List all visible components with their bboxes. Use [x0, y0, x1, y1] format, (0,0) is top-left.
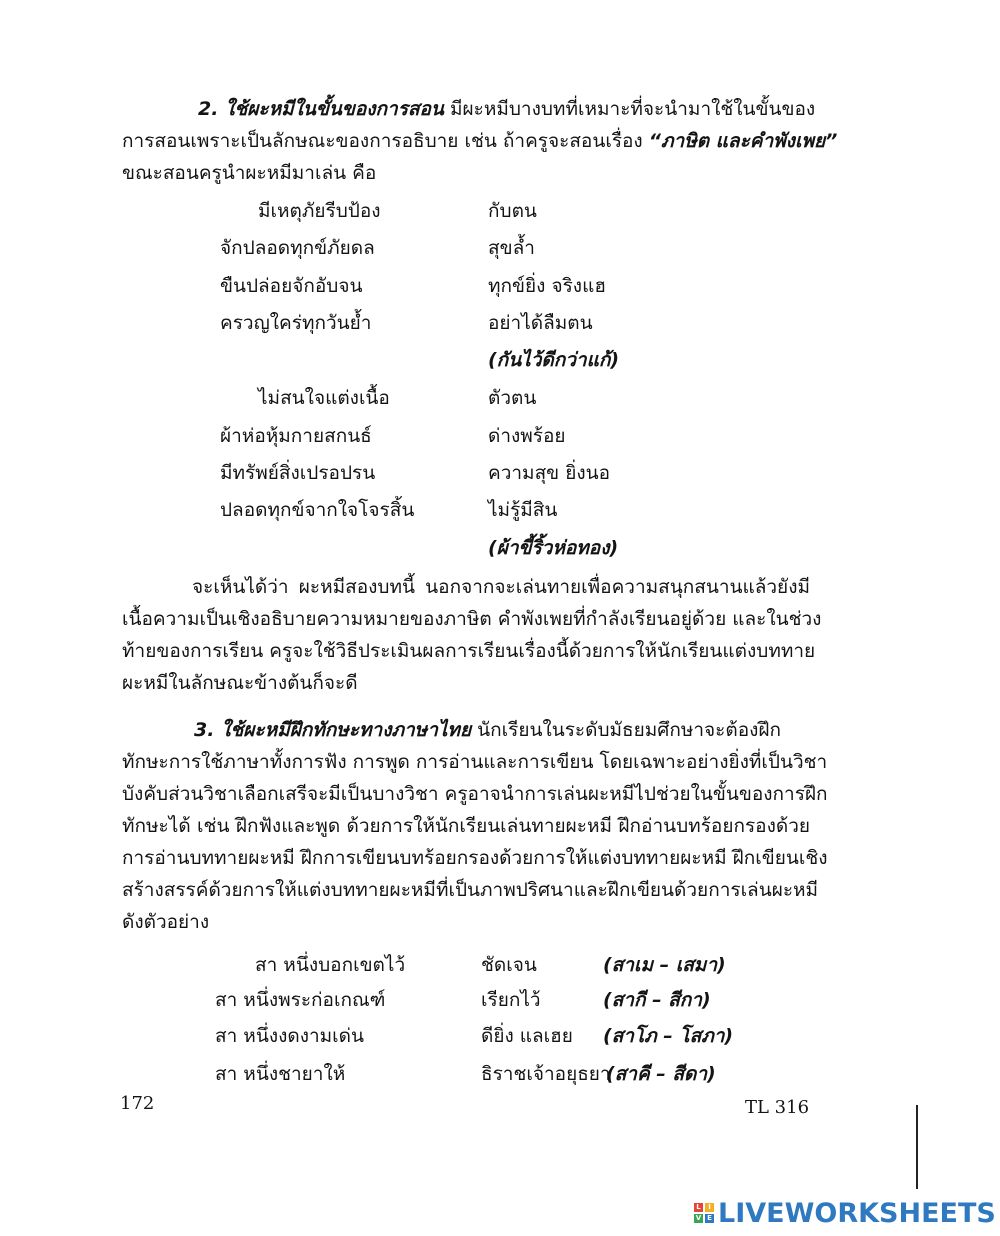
margin-line	[916, 1105, 918, 1189]
section-3-line-4: ทักษะได้ เช่น ฝึกฟังและพูด ด้วยการให้นักเรียนเล่นทายผะหมี ฝึกอ่านบทร้อยกรองด้วย	[122, 815, 810, 837]
section-3-line-6: สร้างสรรค์ด้วยการให้แต่งบททายผะหมีที่เป็นภาพปริศนาและฝึกเขียนด้วยการเล่นผะหมี	[122, 879, 819, 901]
section-3-line-7: ดังตัวอย่าง	[122, 911, 210, 933]
section-2-heading: 2. ใช้ผะหมีในขั้นของการสอน	[198, 98, 444, 120]
logo-tile: V	[695, 1214, 702, 1222]
poem3-left-1: สา หนึ่งบอกเขตไว้	[255, 954, 406, 976]
explanation-line-2: เนื้อความเป็นเชิงอธิบายความหมายของภาษิต คำพังเพยที่กำลังเรียนอยู่ด้วย และในช่วง	[122, 608, 822, 630]
section-2	[122, 93, 838, 189]
poem1-left-3: ขืนปล่อยจักอับจน	[220, 275, 363, 297]
logo-tile: L	[694, 1203, 703, 1212]
poem3-answer-3: (สาโภ – โสภา)	[603, 1025, 734, 1047]
poem3-mid-1: ชัดเจน	[481, 954, 537, 976]
liveworksheets-logo	[694, 1196, 996, 1230]
logo-tile: I	[705, 1203, 714, 1212]
course-code: TL 316	[745, 1097, 810, 1118]
explanation-line-3: ท้ายของการเรียน ครูจะใช้วิธีประเมินผลการเรียนเรื่องนี้ด้วยการให้นักเรียนแต่งบททาย	[122, 640, 816, 662]
section-3	[122, 714, 828, 938]
section-3-line-5: การอ่านบททายผะหมี ฝึกการเขียนบทร้อยกรองด้วยการให้แต่งบททายผะหมี ฝึกเขียนเชิง	[122, 847, 828, 869]
poem1-right-1: กับตน	[488, 200, 537, 222]
page-number: 172	[120, 1093, 155, 1114]
section-3-heading: 3. ใช้ผะหมีฝึกทักษะทางภาษาไทย	[194, 719, 472, 741]
explanation-line-1: จะเห็นได้ว่า ผะหมีสองบทนี้ นอกจากจะเล่นทายเพื่อความสนุกสนานแล้วยังมี	[192, 576, 810, 598]
poem1-right-4: อย่าได้ลืมตน	[488, 312, 593, 334]
section-2-line2-emph: “ภาษิต และคำพังเพย”	[648, 130, 838, 152]
logo-wordmark: LIVEWORKSHEETS	[718, 1197, 996, 1229]
section-2-line3: ขณะสอนครูนำผะหมีมาเล่น คือ	[122, 162, 377, 184]
logo-tile: E	[705, 1214, 714, 1223]
poem1-left-2: จักปลอดทุกข์ภัยดล	[220, 237, 375, 259]
poem2-left-2: ผ้าห่อหุ้มกายสกนธ์	[220, 425, 372, 447]
poem3-mid-2: เรียกไว้	[481, 989, 541, 1011]
poem2-right-2: ด่างพร้อย	[488, 425, 566, 447]
poem2-left-4: ปลอดทุกข์จากใจโจรสิ้น	[220, 499, 415, 521]
section-3-line1-rest: นักเรียนในระดับมัธยมศึกษาจะต้องฝึก	[477, 719, 782, 741]
poem1-right-2: สุขล้ำ	[488, 237, 535, 259]
poem3-answer-1: (สาเม – เสมา)	[603, 954, 726, 976]
poem2-answer: (ผ้าขี้ริ้วห่อทอง)	[488, 537, 619, 559]
poem2-right-4: ไม่รู้มีสิน	[488, 499, 558, 521]
poem3-left-2: สา หนึ่งพระก่อเกณฑ์	[215, 989, 386, 1011]
section-2-line2-text: การสอนเพราะเป็นลักษณะของการอธิบาย เช่น ถ้าครูจะสอนเรื่อง	[122, 130, 643, 152]
section-3-line-3: บังคับส่วนวิชาเลือกเสรีจะมีเป็นบางวิชา ครูอาจนำการเล่นผะหมีไปช่วยในขั้นของการฝึก	[122, 783, 828, 805]
poem3-left-3: สา หนึ่งงดงามเด่น	[215, 1025, 365, 1047]
logo-icon	[694, 1203, 714, 1223]
poem3-answer-2: (สากี – สีกา)	[603, 989, 711, 1011]
poem1-answer: (กันไว้ดีกว่าแก้)	[488, 349, 620, 371]
poem1-left-1: มีเหตุภัยรีบป้อง	[258, 200, 381, 222]
poem1-left-4: ครวญใคร่ทุกวันย้ำ	[220, 312, 372, 334]
poem3-mid-3: ดียิ่ง แลเฮย	[481, 1025, 573, 1047]
section-2-line1-rest: มีผะหมีบางบทที่เหมาะที่จะนำมาใช้ในขั้นของ	[449, 98, 816, 120]
poem3-mid-4: ธิราชเจ้าอยุธยา	[481, 1063, 611, 1085]
poem1-right-3: ทุกข์ยิ่ง จริงแฮ	[488, 275, 606, 297]
poem2-left-1: ไม่สนใจแต่งเนื้อ	[258, 387, 390, 409]
explanation-line-4: ผะหมีในลักษณะข้างต้นก็จะดี	[122, 672, 358, 694]
section-3-line-2: ทักษะการใช้ภาษาทั้งการฟัง การพูด การอ่านและการเขียน โดยเฉพาะอย่างยิ่งที่เป็นวิชา	[122, 751, 828, 773]
poem3-answer-4: (สาคี – สีดา)	[606, 1063, 716, 1085]
explanation-paragraph	[122, 571, 822, 699]
poem2-right-1: ตัวตน	[488, 387, 537, 409]
poem2-left-3: มีทรัพย์สิ่งเปรอปรน	[220, 462, 376, 484]
poem3-left-4: สา หนึ่งชายาให้	[215, 1063, 346, 1085]
poem2-right-3: ความสุข ยิ่งนอ	[488, 462, 611, 484]
